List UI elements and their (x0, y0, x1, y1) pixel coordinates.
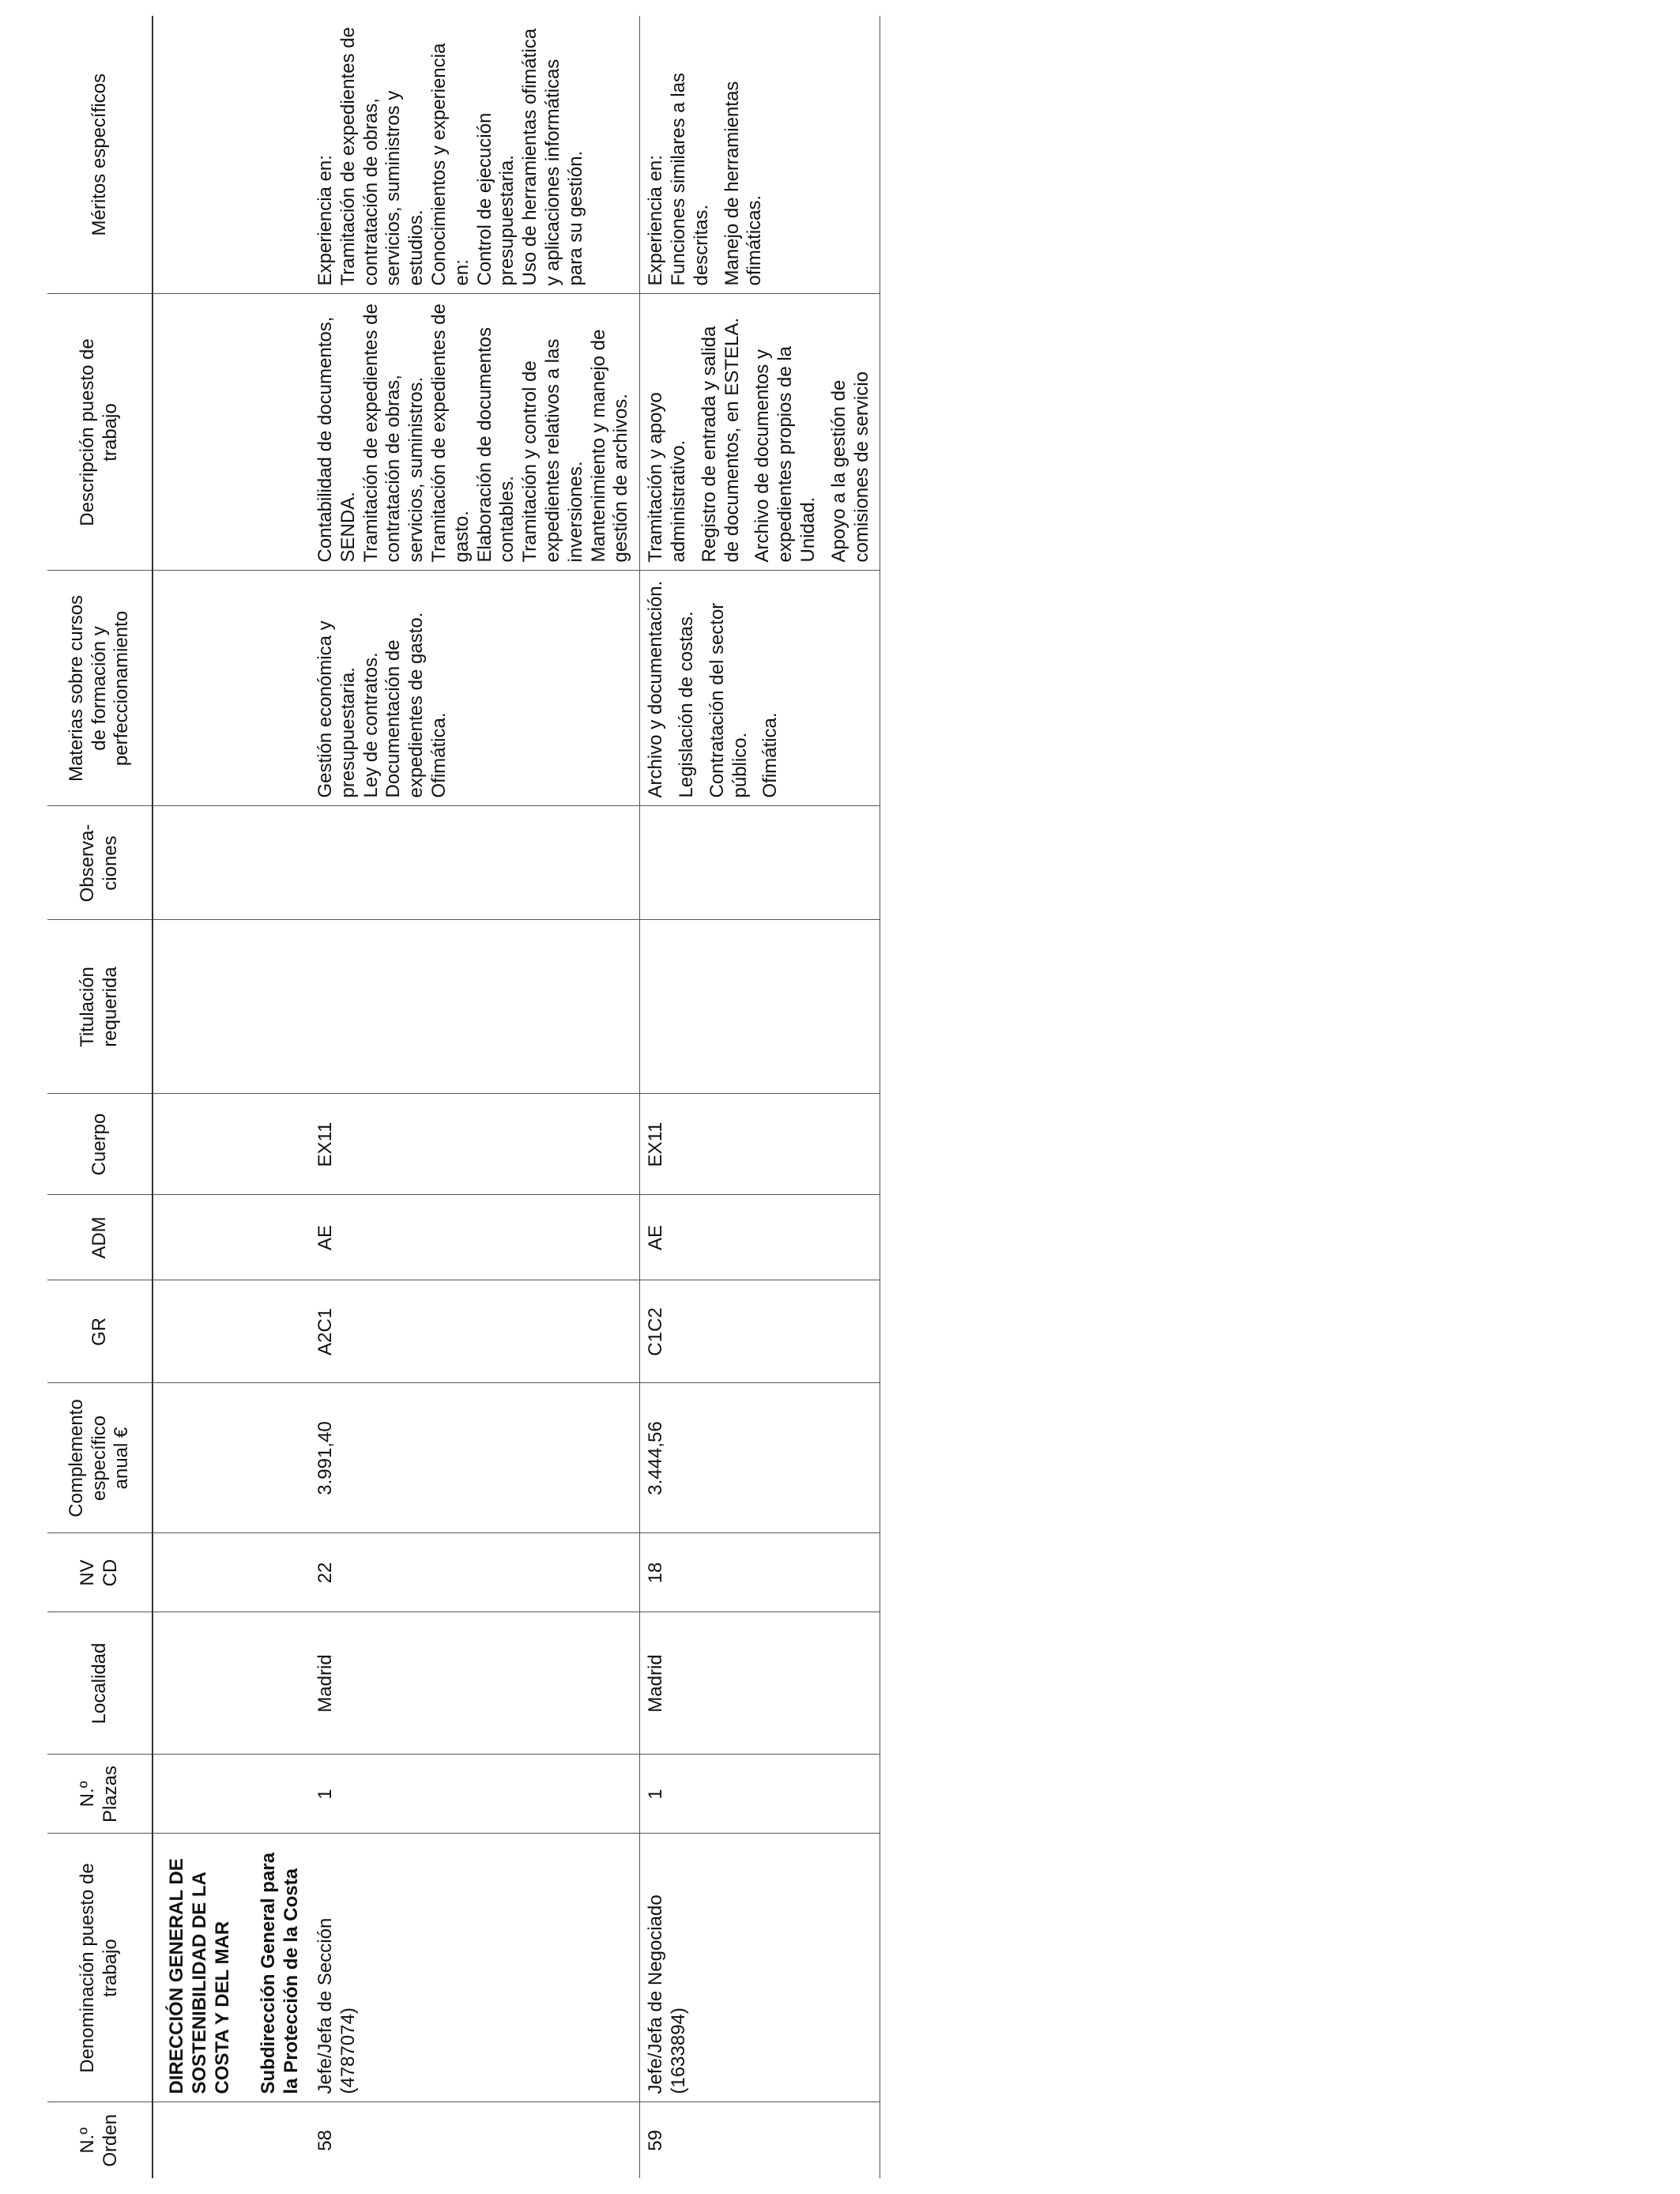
cell-complemento: 3.444,56 (640, 1383, 880, 1533)
cell-denominacion: Jefe/Jefa de Sección (4787074) (310, 1834, 640, 2102)
header-gr: GR (47, 1280, 153, 1383)
descripcion-line: Tramitación de expedientes de contratación de obras, servicios, suministros. (360, 303, 428, 563)
header-materias: Materias sobre cursos de formación y perfeccionamiento (47, 571, 153, 806)
materias-line: Gestión económica y presupuestaria. (314, 620, 359, 798)
materias-line: Legislación de costas. (675, 611, 697, 798)
header-plazas: N.º Plazas (47, 1755, 153, 1834)
header-titulacion: Titulación requerida (47, 920, 153, 1094)
descripcion-line: Apoyo a la gestión de comisiones de servicio (827, 371, 872, 563)
header-row (47, 16, 153, 2178)
descripcion-line: Contabilidad de documentos, SENDA. (314, 316, 359, 563)
materias-line: Ofimática. (759, 712, 782, 798)
cell-orden: 58 (310, 2102, 640, 2178)
header-descripcion: Descripción puesto de trabajo (47, 294, 153, 571)
cell-gr: C1C2 (640, 1280, 880, 1383)
cell-descripcion (640, 294, 880, 571)
meritos-line: Tramitación de expedientes de contratación de obras, servicios, suministros y estudios. (337, 27, 428, 286)
meritos-line: Uso de herramientas ofimática y aplicaciones informáticas para su gestión. (519, 28, 586, 286)
meritos-line: Manejo de herramientas ofimáticas. (721, 81, 766, 286)
header-meritos: Méritos específicos (47, 16, 153, 294)
cell-adm: AE (310, 1195, 640, 1280)
cell-titulacion (310, 920, 640, 1094)
cell-cuerpo: EX11 (640, 1094, 880, 1195)
descripcion-line: Elaboración de documentos contables. (473, 326, 518, 563)
cell-localidad: Madrid (640, 1612, 880, 1755)
cell-adm: AE (640, 1195, 880, 1280)
header-orden: N.º Orden (47, 2102, 153, 2178)
meritos-line: Experiencia en: (314, 155, 336, 286)
cell-observaciones (640, 806, 880, 920)
header-nvcd: NV CD (47, 1533, 153, 1612)
descripcion-line: Tramitación y apoyo administrativo. (645, 392, 689, 563)
cell-complemento: 3.991,40 (310, 1383, 640, 1533)
descripcion-line: Mantenimiento y manejo de gestión de archivos. (587, 329, 632, 563)
cell-gr: A2C1 (310, 1280, 640, 1383)
section-row (153, 16, 310, 2178)
cell-cuerpo: EX11 (310, 1094, 640, 1195)
meritos-line: Experiencia en: (645, 155, 667, 286)
header-denominacion: Denominación puesto de trabajo (47, 1834, 153, 2102)
cell-orden: 59 (640, 2102, 880, 2178)
cell-titulacion (640, 920, 880, 1094)
cell-nvcd: 22 (310, 1533, 640, 1612)
cell-meritos (310, 16, 640, 294)
descripcion-line: Archivo de documentos y expedientes propios de la Unidad. (751, 345, 819, 563)
header-complemento: Complemento específico anual € (47, 1383, 153, 1533)
meritos-line: Control de ejecución presupuestaria. (473, 112, 518, 286)
cell-plazas: 1 (310, 1755, 640, 1834)
section-direccion: DIRECCIÓN GENERAL DE SOSTENIBILIDAD DE LA COSTA Y DEL MAR (166, 1858, 233, 2094)
materias-line: Documentación de expedientes de gasto. (382, 612, 428, 798)
descripcion-line: Tramitación y control de expedientes relativos a las inversiones. (519, 338, 586, 563)
header-localidad: Localidad (47, 1612, 153, 1755)
cell-plazas: 1 (640, 1755, 880, 1834)
materias-line: Contratación del sector público. (706, 602, 751, 798)
cell-denominacion: Jefe/Jefa de Negociado (1633894) (640, 1834, 880, 2102)
cell-materias (640, 571, 880, 806)
section-subdireccion: Subdirección General para la Protección de la Costa (258, 1853, 303, 2094)
meritos-line: Conocimientos y experiencia en: (428, 43, 473, 286)
cell-meritos (640, 16, 880, 294)
table-row (310, 16, 640, 2178)
header-cuerpo: Cuerpo (47, 1094, 153, 1195)
cell-materias (310, 571, 640, 806)
materias-line: Ofimática. (428, 712, 450, 798)
materias-line: Ley de contratos. (360, 652, 382, 798)
descripcion-line: Registro de entrada y salida de documentos, en ESTELA. (698, 317, 743, 563)
cell-observaciones (310, 806, 640, 920)
materias-line: Archivo y documentación. (645, 580, 667, 798)
table-row (640, 16, 880, 2178)
header-adm: ADM (47, 1195, 153, 1280)
section-cell (153, 1834, 310, 2102)
meritos-line: Funciones similares a las descritas. (667, 73, 712, 286)
descripcion-line: Tramitación de expedientes de gasto. (428, 303, 473, 563)
cell-descripcion (310, 294, 640, 571)
vacancies-table (47, 16, 880, 2178)
header-observaciones: Observa- ciones (47, 806, 153, 920)
cell-nvcd: 18 (640, 1533, 880, 1612)
cell-localidad: Madrid (310, 1612, 640, 1755)
